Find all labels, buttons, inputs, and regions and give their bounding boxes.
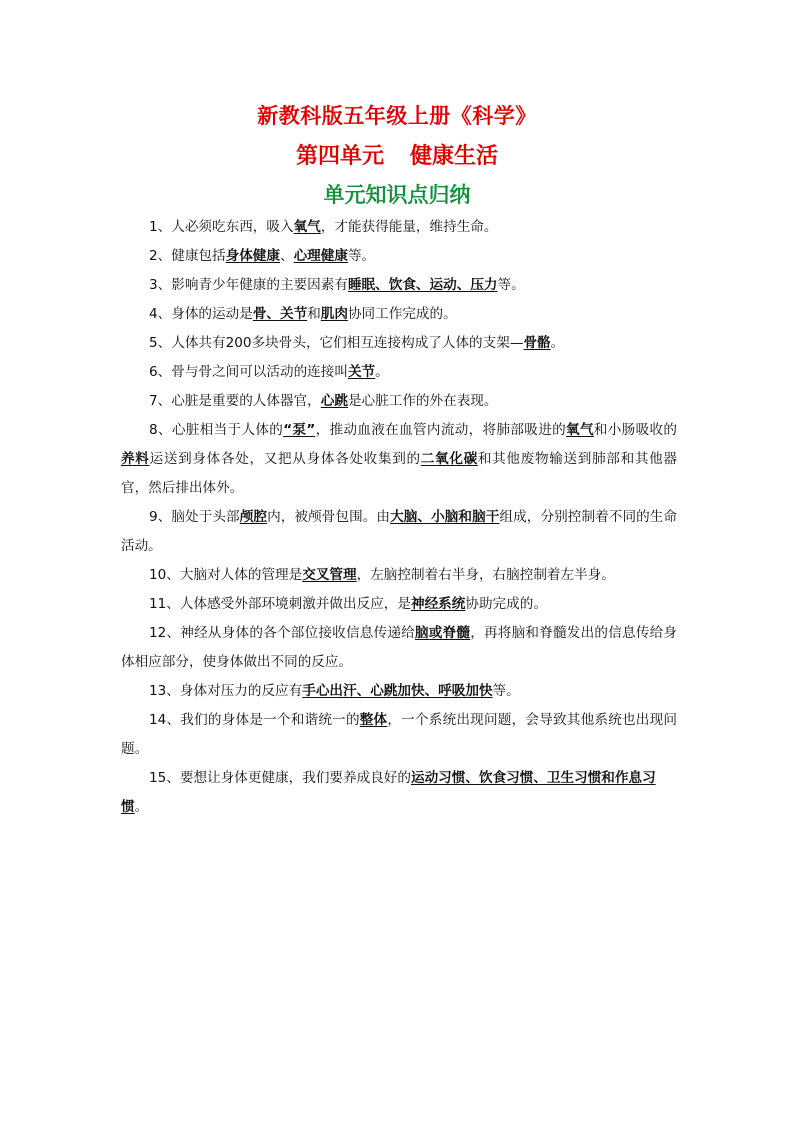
knowledge-point-7 xyxy=(121,387,677,416)
text-run: 7、心脏是重要的人体器官， xyxy=(149,393,321,409)
knowledge-point-9 xyxy=(121,503,677,561)
unit-heading xyxy=(0,146,794,168)
knowledge-point-11 xyxy=(121,590,677,619)
keyword: 颅腔 xyxy=(239,509,268,525)
text-run: 9、脑处于头部 xyxy=(149,509,240,525)
text-run: ，才能获得能量，维持生命。 xyxy=(320,219,498,235)
knowledge-point-1 xyxy=(121,213,677,242)
text-run: 协同工作完成的。 xyxy=(347,306,457,322)
knowledge-point-15 xyxy=(121,764,677,822)
text-run: 、 xyxy=(280,248,294,264)
text-run: 3、影响青少年健康的主要因素有 xyxy=(149,277,348,293)
text-run: 运送到身体各处，又把从身体各处收集到的 xyxy=(149,451,421,467)
section-heading: 单元知识点归纳 xyxy=(323,183,471,207)
keyword: 交叉管理 xyxy=(302,567,357,583)
keyword: 骨骼 xyxy=(523,335,551,351)
text-run: ，一个系统出现问题，会导致其他系统也出现问题。 xyxy=(121,712,678,757)
text-run: 13、身体对压力的反应有 xyxy=(149,683,303,699)
knowledge-point-2 xyxy=(121,242,677,271)
knowledge-point-10 xyxy=(121,561,677,590)
text-run: 11、人体感受外部环境刺激并做出反应，是 xyxy=(149,596,411,612)
keyword: 身体健康 xyxy=(225,248,280,264)
keyword: 肌肉 xyxy=(320,306,348,322)
keyword: 脑或脊髓 xyxy=(414,625,471,641)
text-run: ，再将脑和脊髓发出的信息传给身体相应部分，使身体做出不同的反应。 xyxy=(121,625,678,670)
text-run: 是心脏工作的外在表现。 xyxy=(347,393,498,409)
text-run: 。 xyxy=(550,335,565,351)
text-run: 等。 xyxy=(497,277,525,293)
keyword: 神经系统 xyxy=(410,596,466,612)
text-run: 和小肠吸收的 xyxy=(593,422,678,438)
text-run: 2、健康包括 xyxy=(149,248,226,264)
text-run: 1、人必须吃东西，吸入 xyxy=(149,219,294,235)
knowledge-point-3 xyxy=(121,271,677,300)
document-title: 新教科版五年级上册《科学》 xyxy=(257,104,537,128)
knowledge-point-14 xyxy=(121,706,677,764)
knowledge-points-list xyxy=(121,213,677,822)
unit-number: 第四单元 xyxy=(295,144,384,169)
text-run: 内，被颅骨包围。由 xyxy=(267,509,391,525)
text-run: 6、骨与骨之间可以活动的连接叫 xyxy=(149,364,348,380)
keyword: 养料 xyxy=(121,451,150,467)
keyword: 关节 xyxy=(347,364,376,380)
keyword: 大脑、小脑和脑干 xyxy=(390,509,500,525)
knowledge-point-6 xyxy=(121,358,677,387)
text-run: 14、我们的身体是一个和谐统一的 xyxy=(149,712,360,728)
text-run: 和其他废物输送到肺部和其他器官，然后排出体外。 xyxy=(121,451,678,496)
text-run: 组成，分别控制着不同的生命活动。 xyxy=(121,509,678,554)
keyword: 心跳 xyxy=(320,393,348,409)
knowledge-point-13 xyxy=(121,677,677,706)
keyword: “泵” xyxy=(283,422,316,438)
text-run: 等。 xyxy=(492,683,520,699)
keyword: 氧气 xyxy=(293,219,321,235)
text-run: 5、人体共有200多块骨头，它们相互连接构成了人体的支架— xyxy=(149,335,524,351)
text-run: ，推动血液在血管内流动，将肺部吸进的 xyxy=(315,422,567,438)
keyword: 手心出汗、心跳加快、呼吸加快 xyxy=(302,683,493,699)
text-run: 15、要想让身体更健康，我们要养成良好的 xyxy=(149,770,411,786)
keyword: 心理健康 xyxy=(293,248,348,264)
unit-topic: 健康生活 xyxy=(410,144,499,169)
keyword: 骨、关节 xyxy=(252,306,308,322)
knowledge-point-4 xyxy=(121,300,677,329)
text-run: 协助完成的。 xyxy=(465,596,547,612)
text-run: 8、心脏相当于人体的 xyxy=(149,422,284,438)
text-run: 。 xyxy=(134,799,149,815)
text-run: 。 xyxy=(375,364,389,380)
keyword: 氧气 xyxy=(566,422,594,438)
knowledge-point-5 xyxy=(121,329,677,358)
keyword: 运动习惯、饮食习惯、卫生习惯和作息习惯 xyxy=(121,770,656,815)
keyword: 二氧化碳 xyxy=(420,451,478,467)
text-run: ，左脑控制着右半身，右脑控制着左半身。 xyxy=(356,567,615,583)
text-run: 等。 xyxy=(347,248,376,264)
knowledge-point-8 xyxy=(121,416,677,503)
text-run: 10、大脑对人体的管理是 xyxy=(149,567,303,583)
knowledge-point-12 xyxy=(121,619,677,677)
text-run: 12、神经从身体的各个部位接收信息传递给 xyxy=(149,625,415,641)
keyword: 睡眠、饮食、运动、压力 xyxy=(347,277,498,293)
keyword: 整体 xyxy=(359,712,388,728)
text-run: 和 xyxy=(307,306,321,322)
text-run: 4、身体的运动是 xyxy=(149,306,253,322)
